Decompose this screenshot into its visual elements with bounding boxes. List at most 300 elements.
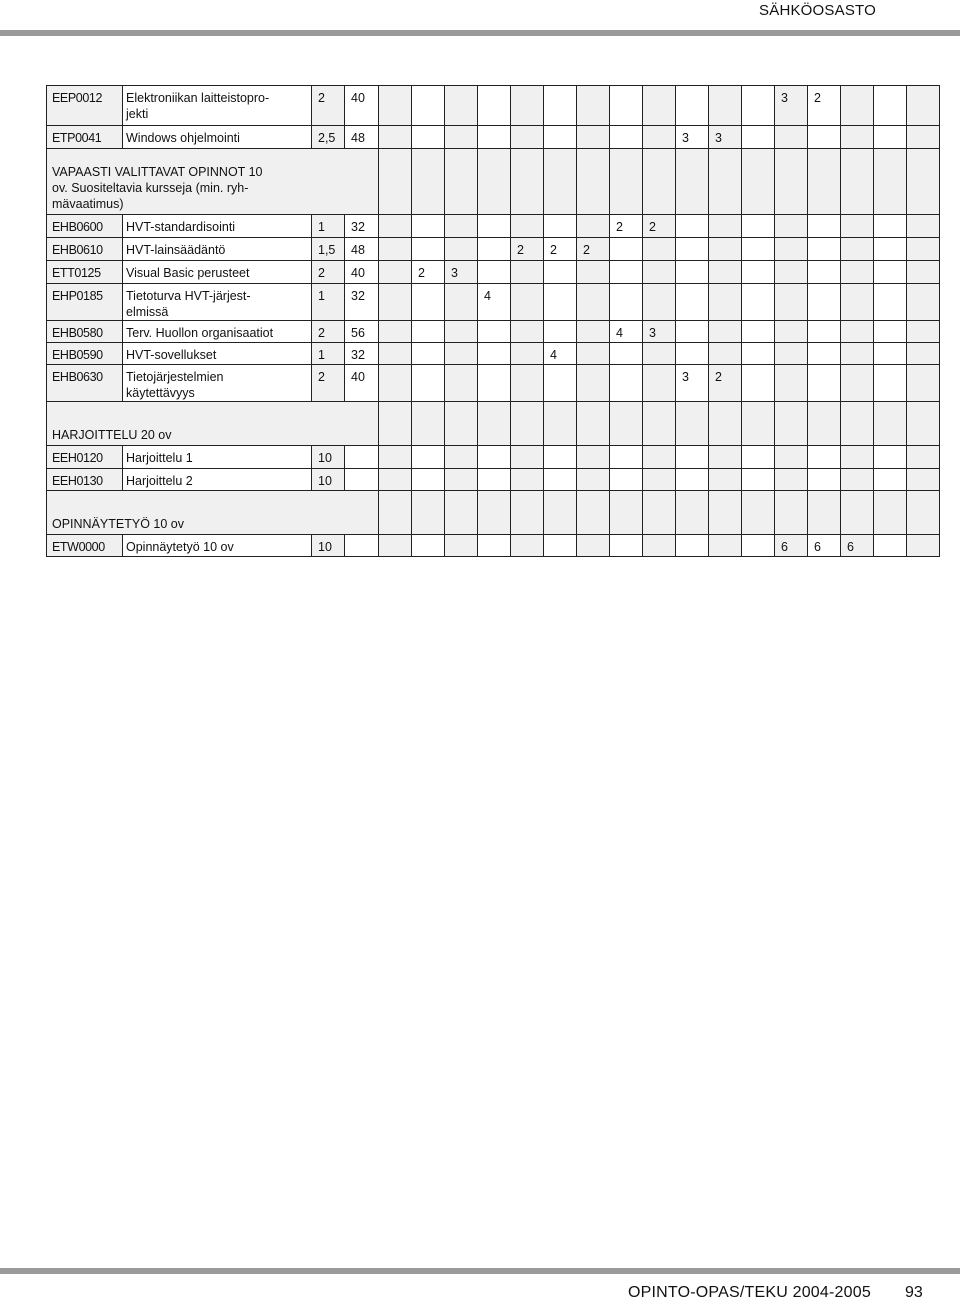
course-row [47,261,940,284]
schedule-cell [643,491,676,535]
schedule-cell [907,284,940,321]
schedule-cell [808,284,841,321]
schedule-cell [742,469,775,491]
schedule-cell: 2 [544,238,577,261]
schedule-cell [709,215,742,238]
schedule-cell [577,261,610,284]
header-rule [0,30,960,36]
schedule-cell [775,446,808,469]
schedule-cell [775,491,808,535]
schedule-cell [643,238,676,261]
schedule-cell [544,215,577,238]
section-heading-row [47,402,940,446]
schedule-cell [412,238,445,261]
schedule-cell [742,365,775,402]
schedule-cell [511,215,544,238]
credits: 2 [312,261,345,284]
schedule-cell [676,402,709,446]
hours: 32 [345,343,379,365]
schedule-cell [544,261,577,284]
schedule-cell [445,86,478,126]
course-table [46,85,940,557]
schedule-cell [379,491,412,535]
course-row [47,321,940,343]
schedule-cell [643,149,676,215]
schedule-cell [709,261,742,284]
schedule-cell [412,86,445,126]
schedule-cell [544,469,577,491]
course-code: EHP0185 [47,284,123,321]
schedule-cell [577,535,610,557]
schedule-cell [610,149,643,215]
hours: 48 [345,238,379,261]
schedule-cell [511,343,544,365]
schedule-cell [709,284,742,321]
schedule-cell [478,86,511,126]
schedule-cell [742,535,775,557]
schedule-cell [874,491,907,535]
course-name: Elektroniikan laitteistopro- jekti [123,86,312,126]
schedule-cell [841,238,874,261]
schedule-cell [874,469,907,491]
schedule-cell [445,321,478,343]
schedule-cell [676,238,709,261]
schedule-cell [808,261,841,284]
schedule-cell [874,402,907,446]
schedule-cell [610,261,643,284]
schedule-cell [511,321,544,343]
schedule-cell [874,261,907,284]
schedule-cell [841,86,874,126]
schedule-cell: 3 [445,261,478,284]
schedule-cell [676,446,709,469]
schedule-cell [907,343,940,365]
schedule-cell [412,126,445,149]
schedule-cell [742,284,775,321]
schedule-cell [841,284,874,321]
schedule-cell [676,469,709,491]
schedule-cell [445,126,478,149]
schedule-cell: 4 [610,321,643,343]
schedule-cell [379,238,412,261]
schedule-cell [907,261,940,284]
schedule-cell: 2 [412,261,445,284]
schedule-cell [808,402,841,446]
schedule-cell [808,238,841,261]
course-code: EHB0630 [47,365,123,402]
schedule-cell [841,491,874,535]
course-code: ETT0125 [47,261,123,284]
schedule-cell [808,365,841,402]
schedule-cell [577,284,610,321]
schedule-cell [445,238,478,261]
schedule-cell [907,469,940,491]
schedule-cell [445,535,478,557]
schedule-cell [544,321,577,343]
course-name: Opinnäytetyö 10 ov [123,535,312,557]
schedule-cell [907,491,940,535]
schedule-cell [379,469,412,491]
schedule-cell [742,321,775,343]
schedule-cell [445,343,478,365]
schedule-cell [907,149,940,215]
schedule-cell [874,86,907,126]
schedule-cell [412,469,445,491]
schedule-cell [808,491,841,535]
schedule-cell [610,446,643,469]
schedule-cell [544,535,577,557]
schedule-cell [478,321,511,343]
schedule-cell [643,535,676,557]
schedule-cell [742,86,775,126]
schedule-cell [511,469,544,491]
schedule-cell [445,446,478,469]
schedule-cell [544,149,577,215]
schedule-cell [577,215,610,238]
schedule-cell [676,343,709,365]
schedule-cell [742,261,775,284]
schedule-cell: 2 [643,215,676,238]
section-title: SÄHKÖOSASTO [759,2,876,19]
schedule-cell [610,491,643,535]
schedule-cell [907,86,940,126]
schedule-cell [841,321,874,343]
schedule-cell [511,365,544,402]
schedule-cell [445,365,478,402]
schedule-cell [445,215,478,238]
course-name: HVT-sovellukset [123,343,312,365]
schedule-cell [709,491,742,535]
schedule-cell [643,343,676,365]
schedule-cell [841,215,874,238]
schedule-cell [445,402,478,446]
schedule-cell [709,321,742,343]
schedule-cell [643,284,676,321]
schedule-cell [709,343,742,365]
credits: 10 [312,469,345,491]
schedule-cell [742,238,775,261]
course-code: EHB0610 [47,238,123,261]
schedule-cell [412,149,445,215]
course-code: EEP0012 [47,86,123,126]
schedule-cell [610,284,643,321]
credits: 1 [312,343,345,365]
schedule-cell [775,469,808,491]
schedule-cell [544,491,577,535]
schedule-cell [511,402,544,446]
schedule-cell [577,491,610,535]
schedule-cell [577,126,610,149]
course-row [47,343,940,365]
schedule-cell [841,126,874,149]
schedule-cell [907,238,940,261]
schedule-cell [775,149,808,215]
schedule-cell [379,343,412,365]
schedule-cell [841,149,874,215]
schedule-cell [907,215,940,238]
schedule-cell [709,238,742,261]
hours [345,446,379,469]
schedule-cell [412,284,445,321]
schedule-cell [874,238,907,261]
credits: 1 [312,215,345,238]
course-row [47,86,940,126]
schedule-cell: 6 [775,535,808,557]
course-code: EHB0590 [47,343,123,365]
hours: 32 [345,284,379,321]
schedule-cell [511,446,544,469]
course-row [47,535,940,557]
schedule-cell [643,126,676,149]
schedule-cell [577,149,610,215]
schedule-cell [874,343,907,365]
schedule-cell [907,126,940,149]
schedule-cell [808,215,841,238]
course-name: HVT-standardisointi [123,215,312,238]
schedule-cell [643,86,676,126]
schedule-cell [445,491,478,535]
schedule-cell [544,365,577,402]
schedule-cell [544,126,577,149]
schedule-cell [412,402,445,446]
course-code: EEH0130 [47,469,123,491]
schedule-cell [379,321,412,343]
schedule-cell [478,261,511,284]
schedule-cell [379,149,412,215]
schedule-cell [907,365,940,402]
schedule-cell [775,284,808,321]
schedule-cell [709,86,742,126]
schedule-cell [643,469,676,491]
section-heading: HARJOITTELU 20 ov [47,402,379,446]
credits: 1 [312,284,345,321]
hours: 40 [345,261,379,284]
course-row [47,446,940,469]
course-row [47,238,940,261]
schedule-cell [841,469,874,491]
footer-rule [0,1268,960,1274]
schedule-cell [412,535,445,557]
schedule-cell [379,126,412,149]
schedule-cell [874,535,907,557]
schedule-cell [841,343,874,365]
schedule-cell [841,402,874,446]
schedule-cell [478,365,511,402]
schedule-cell [511,261,544,284]
schedule-cell [445,469,478,491]
schedule-cell [775,215,808,238]
schedule-cell [412,215,445,238]
schedule-cell [379,402,412,446]
schedule-cell [775,343,808,365]
schedule-cell: 2 [808,86,841,126]
hours: 32 [345,215,379,238]
schedule-cell [412,365,445,402]
schedule-cell [478,491,511,535]
schedule-cell [775,238,808,261]
schedule-cell [412,321,445,343]
schedule-cell: 3 [676,365,709,402]
schedule-cell [709,446,742,469]
hours: 48 [345,126,379,149]
course-name: Windows ohjelmointi [123,126,312,149]
schedule-cell [544,446,577,469]
schedule-cell [478,343,511,365]
schedule-cell [511,149,544,215]
hours: 40 [345,365,379,402]
schedule-cell [478,215,511,238]
schedule-cell: 3 [709,126,742,149]
schedule-cell [874,365,907,402]
schedule-cell: 2 [610,215,643,238]
schedule-cell: 2 [511,238,544,261]
credits: 2 [312,365,345,402]
schedule-cell [610,365,643,402]
schedule-cell [610,86,643,126]
schedule-cell [874,284,907,321]
course-name: Tietojärjestelmien käytettävyys [123,365,312,402]
footer-title: OPINTO-OPAS/TEKU 2004-2005 [628,1284,871,1301]
schedule-cell [841,365,874,402]
schedule-cell [577,469,610,491]
course-code: ETP0041 [47,126,123,149]
schedule-cell: 4 [544,343,577,365]
schedule-cell [445,149,478,215]
schedule-cell: 6 [808,535,841,557]
schedule-cell [676,321,709,343]
schedule-cell [544,284,577,321]
schedule-cell [577,402,610,446]
schedule-cell [709,149,742,215]
schedule-cell [379,365,412,402]
schedule-cell [808,149,841,215]
course-row [47,215,940,238]
schedule-cell [775,126,808,149]
course-code: EEH0120 [47,446,123,469]
schedule-cell [775,365,808,402]
schedule-cell [412,343,445,365]
course-name: Tietoturva HVT-järjest- elmissä [123,284,312,321]
schedule-cell: 2 [709,365,742,402]
schedule-cell [709,535,742,557]
schedule-cell [676,86,709,126]
schedule-cell [511,491,544,535]
schedule-cell [907,446,940,469]
schedule-cell [577,321,610,343]
schedule-cell [808,469,841,491]
course-name: Terv. Huollon organisaatiot [123,321,312,343]
schedule-cell [775,321,808,343]
schedule-cell [742,343,775,365]
schedule-cell [610,126,643,149]
schedule-cell [676,261,709,284]
course-row [47,469,940,491]
schedule-cell [808,343,841,365]
schedule-cell [907,321,940,343]
schedule-cell [676,491,709,535]
schedule-cell [874,149,907,215]
course-row [47,284,940,321]
schedule-cell [379,86,412,126]
schedule-cell [511,86,544,126]
schedule-cell [412,446,445,469]
schedule-cell [511,284,544,321]
course-name: Visual Basic perusteet [123,261,312,284]
schedule-cell [907,402,940,446]
schedule-cell [577,365,610,402]
schedule-cell [379,261,412,284]
schedule-cell [709,469,742,491]
schedule-cell [379,284,412,321]
schedule-cell [742,126,775,149]
section-heading-row [47,149,940,215]
schedule-cell [907,535,940,557]
schedule-cell [544,86,577,126]
schedule-cell [742,446,775,469]
schedule-cell [577,86,610,126]
credits: 2,5 [312,126,345,149]
schedule-cell [478,402,511,446]
schedule-cell [676,535,709,557]
schedule-cell [511,126,544,149]
course-name: Harjoittelu 2 [123,469,312,491]
schedule-cell [709,402,742,446]
credits: 10 [312,446,345,469]
schedule-cell [808,126,841,149]
schedule-cell [874,446,907,469]
schedule-cell [841,261,874,284]
schedule-cell [742,215,775,238]
schedule-cell: 3 [775,86,808,126]
schedule-cell [577,446,610,469]
schedule-cell [742,402,775,446]
schedule-cell [610,469,643,491]
section-heading-row [47,491,940,535]
schedule-cell [643,365,676,402]
section-heading: OPINNÄYTETYÖ 10 ov [47,491,379,535]
course-code: ETW0000 [47,535,123,557]
schedule-cell [874,321,907,343]
schedule-cell [379,215,412,238]
schedule-cell: 3 [676,126,709,149]
hours: 56 [345,321,379,343]
course-name: HVT-lainsäädäntö [123,238,312,261]
schedule-cell: 3 [643,321,676,343]
schedule-cell [874,126,907,149]
credits: 2 [312,321,345,343]
schedule-cell [577,343,610,365]
credits: 1,5 [312,238,345,261]
schedule-cell [808,321,841,343]
schedule-cell [742,149,775,215]
schedule-cell [412,491,445,535]
course-code: EHB0600 [47,215,123,238]
schedule-cell [610,402,643,446]
schedule-cell [676,284,709,321]
schedule-cell [478,535,511,557]
schedule-cell [478,126,511,149]
course-row [47,365,940,402]
schedule-cell [676,149,709,215]
section-heading: VAPAASTI VALITTAVAT OPINNOT 10 ov. Suositeltavia kursseja (min. ryh- mävaatimus) [47,149,379,215]
hours [345,469,379,491]
course-row [47,126,940,149]
schedule-cell [478,149,511,215]
schedule-cell [775,261,808,284]
schedule-cell: 6 [841,535,874,557]
schedule-cell [610,343,643,365]
credits: 2 [312,86,345,126]
